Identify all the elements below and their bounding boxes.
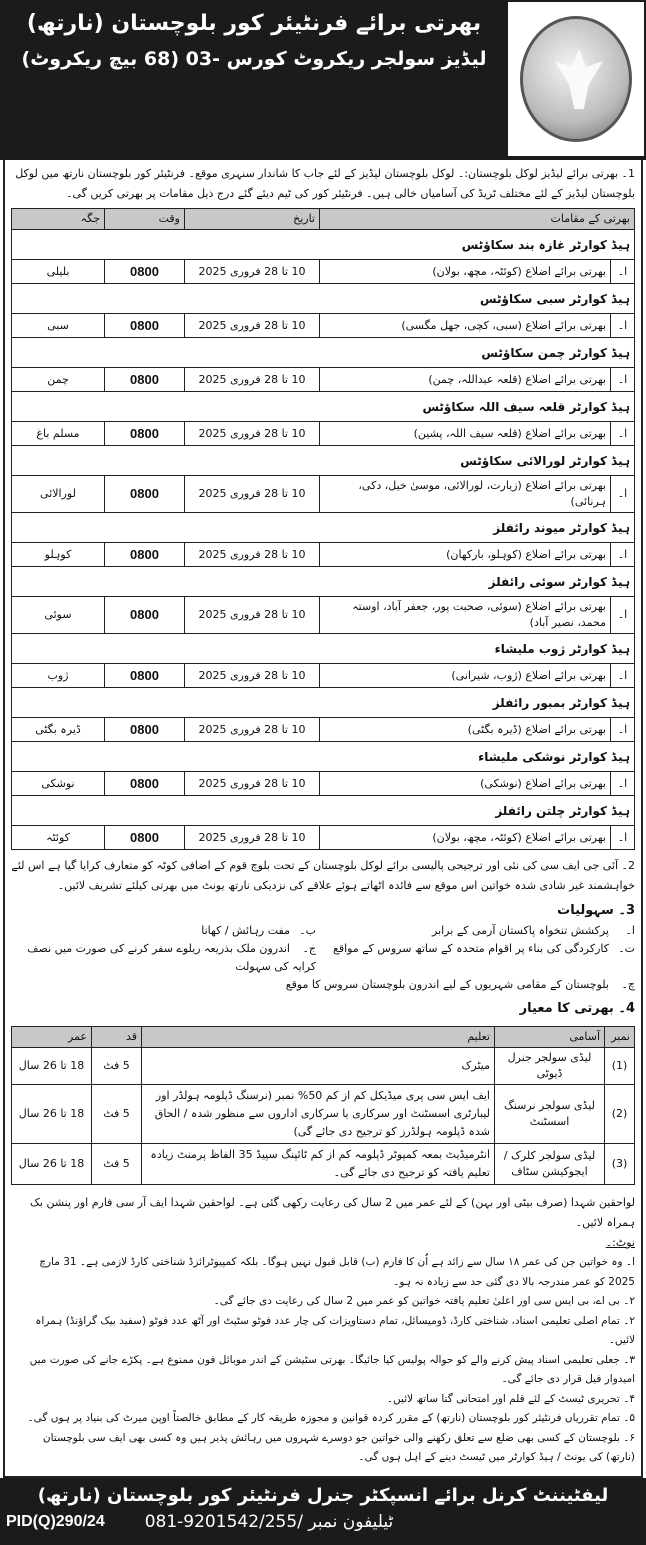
date: 10 تا 28 فروری 2025 xyxy=(185,543,320,567)
time: 0800 xyxy=(105,826,185,850)
time: 0800 xyxy=(105,422,185,446)
row-number: ا۔ xyxy=(611,422,635,446)
phone-line: ٹیلیفون نمبر 081-9201542/255/ xyxy=(144,1511,394,1532)
number: (3) xyxy=(605,1144,635,1185)
place: کوئٹہ xyxy=(12,826,105,850)
col-locations: بھرتی کے مقامات xyxy=(320,209,635,230)
row-number: ا۔ xyxy=(611,543,635,567)
row-number: ا۔ xyxy=(611,718,635,742)
footer-bottom-row xyxy=(6,1512,640,1532)
note-item: ۶۔ بلوچستان کے کسی بھی ضلع سے تعلق رکھنے والی خواتین جو دوسرے شہروں میں رہائش پذیر ہیں وہ کسی بھی ایف سی بلوچستان (نارتھ) کی یونٹ / ہیڈ کوارٹر میں ٹیسٹ دینے کے اہل ہوں گی۔ xyxy=(42,1431,635,1463)
ad-body xyxy=(3,160,643,1478)
hq-row xyxy=(12,392,635,422)
facility-b: ب۔مفت رہائش / کھانا xyxy=(201,924,316,937)
hq-row xyxy=(12,688,635,718)
place: سوئی xyxy=(12,597,105,634)
row-number: ا۔ xyxy=(611,664,635,688)
place: کوہلو xyxy=(12,543,105,567)
col-height: قد xyxy=(92,1027,142,1048)
facilities-list xyxy=(11,922,635,994)
recruitment-row xyxy=(12,826,635,850)
hq-row xyxy=(12,634,635,664)
recruitment-row xyxy=(12,314,635,338)
districts: بھرتی برائے اضلاع (نوشکی) xyxy=(320,772,611,796)
recruitment-row xyxy=(12,597,635,634)
recruitment-row xyxy=(12,664,635,688)
place: ژوب xyxy=(12,664,105,688)
hq-row xyxy=(12,796,635,826)
time: 0800 xyxy=(105,476,185,513)
recruitment-row xyxy=(12,260,635,284)
recruitment-row xyxy=(12,476,635,513)
header-banner xyxy=(0,0,646,160)
hq-row xyxy=(12,742,635,772)
notes-list xyxy=(11,1253,635,1468)
row-number: ا۔ xyxy=(611,476,635,513)
hq-row xyxy=(12,338,635,368)
recruitment-row xyxy=(12,543,635,567)
hq-row xyxy=(12,284,635,314)
hq-name: ہیڈ کوارٹر چمن سکاؤٹس xyxy=(12,338,635,368)
time: 0800 xyxy=(105,260,185,284)
hq-row xyxy=(12,513,635,543)
col-age: عمر xyxy=(12,1027,92,1048)
date: 10 تا 28 فروری 2025 xyxy=(185,772,320,796)
hq-name: ہیڈ کوارٹر نوشکی ملیشاء xyxy=(12,742,635,772)
criteria-row xyxy=(12,1048,635,1085)
date: 10 تا 28 فروری 2025 xyxy=(185,718,320,742)
header-titles xyxy=(8,8,500,73)
facility-a: ا۔پرکشش تنخواہ پاکستان آرمی کے برابر xyxy=(432,924,635,937)
time: 0800 xyxy=(105,543,185,567)
number: (2) xyxy=(605,1085,635,1144)
criteria-row xyxy=(12,1144,635,1185)
notes-heading: نوٹ:۔ xyxy=(605,1236,635,1249)
note-item: ا۔ وہ خواتین جن کی عمر ۱۸ سال سے زائد ہے اُن کا فارم (ب) قابل قبول نہیں ہوگا۔ بلکہ کمپیوٹرائزڈ شناختی کارڈ لازمی ہے۔ 31 مارچ 2025 کو عمر مندرجہ بالا دی گئی حد سے زیادہ نہ ہو۔ xyxy=(39,1256,635,1288)
hq-name: ہیڈ کوارٹر ژوب ملیشاء xyxy=(12,634,635,664)
post: لیڈی سولجر کلرک / ایجوکیشن سٹاف xyxy=(495,1144,605,1185)
date: 10 تا 28 فروری 2025 xyxy=(185,260,320,284)
time: 0800 xyxy=(105,314,185,338)
age: 18 تا 26 سال xyxy=(12,1048,92,1085)
districts: بھرتی برائے اضلاع (کوئٹہ، مچھ، بولان) xyxy=(320,826,611,850)
districts: بھرتی برائے اضلاع (ڈیرہ بگٹی) xyxy=(320,718,611,742)
note-item: ۳۔ جعلی تعلیمی اسناد پیش کرنے والے کو حوالہ پولیس کیا جائیگا۔ بھرتی سٹیشن کے اندر موبائل فون ممنوع ہے۔ پکڑے جانے کی صورت میں امیدوار فیل قرار دی جائے گی۔ xyxy=(29,1353,635,1385)
recruitment-row xyxy=(12,772,635,796)
row-number: ا۔ xyxy=(611,597,635,634)
districts: بھرتی برائے اضلاع (زیارت، لورالائی، موسیٰ خیل، دکی، ہرنائی) xyxy=(320,476,611,513)
facility-t: ت۔کارکردگی کی بناء پر اقوام متحدہ کے ساتھ سروس کے مواقع xyxy=(332,942,635,955)
phone-number: 081-9201542/255/ xyxy=(144,1511,303,1532)
hq-name: ہیڈ کوارٹر سوئی رائفلز xyxy=(12,567,635,597)
col-time: وقت xyxy=(105,209,185,230)
note-item: ۲۔ بی اے، بی ایس سی اور اعلیٰ تعلیم یافتہ خواتین کو عمر میں 2 سال کی رعایت دی جائے گی۔ xyxy=(213,1295,635,1307)
place: ڈیرہ بگٹی xyxy=(12,718,105,742)
note-item: ۲۔ تمام اصلی تعلیمی اسناد، شناختی کارڈ، ڈومیسائل، تمام دستاویزات کی چار عدد فوٹو سٹیٹ اور آٹھ عدد فوٹو (سفید بیک گراؤنڈ) ہمراہ لائیں۔ xyxy=(35,1314,635,1346)
time: 0800 xyxy=(105,718,185,742)
districts: بھرتی برائے اضلاع (سبی، کچی، جھل مگسی) xyxy=(320,314,611,338)
date: 10 تا 28 فروری 2025 xyxy=(185,422,320,446)
row-number: ا۔ xyxy=(611,772,635,796)
col-number: نمبر xyxy=(605,1027,635,1048)
date: 10 تا 28 فروری 2025 xyxy=(185,314,320,338)
frontier-corps-logo xyxy=(520,16,632,142)
time: 0800 xyxy=(105,664,185,688)
hq-name: ہیڈ کوارٹر میوند رائفلز xyxy=(12,513,635,543)
col-place: جگہ xyxy=(12,209,105,230)
time: 0800 xyxy=(105,368,185,392)
hq-name: ہیڈ کوارٹر چلتن رائفلز xyxy=(12,796,635,826)
hq-name: ہیڈ کوارٹر سبی سکاؤٹس xyxy=(12,284,635,314)
criteria-heading: 4۔ بھرتی کا معیار xyxy=(519,1001,635,1016)
footer-banner xyxy=(0,1478,646,1545)
date: 10 تا 28 فروری 2025 xyxy=(185,664,320,688)
districts: بھرتی برائے اضلاع (سوئی، صحبت پور، جعفر آباد، اوستہ محمد، نصیر آباد) xyxy=(320,597,611,634)
date: 10 تا 28 فروری 2025 xyxy=(185,597,320,634)
place: بلیلی xyxy=(12,260,105,284)
row-number: ا۔ xyxy=(611,260,635,284)
col-education: تعلیم xyxy=(142,1027,495,1048)
education: ایف ایس سی پری میڈیکل کم از کم 50% نمبر (نرسنگ ڈپلومہ ہولڈر اور لیبارٹری اسسٹنٹ اور سرکاری یا سرکاری اداروں سے منظور شدہ / الحاق شدہ ڈپلومہ ہولڈرز کو ترجیح دی جائے گی) xyxy=(142,1085,495,1144)
eagle-icon xyxy=(555,49,603,109)
date: 10 تا 28 فروری 2025 xyxy=(185,826,320,850)
date: 10 تا 28 فروری 2025 xyxy=(185,476,320,513)
facility-j: ج۔اندرون ملک بذریعہ ریلوے سفر کرنے کی صورت میں نصف کرایہ کی سہولت xyxy=(27,942,316,973)
row-number: ا۔ xyxy=(611,314,635,338)
pid-number: PID(Q)290/24 xyxy=(6,1512,105,1530)
col-date: تاریخ xyxy=(185,209,320,230)
districts: بھرتی برائے اضلاع (قلعہ عبداللہ، چمن) xyxy=(320,368,611,392)
facilities-heading: 3۔ سہولیات xyxy=(557,903,635,918)
hq-row xyxy=(12,230,635,260)
time: 0800 xyxy=(105,772,185,796)
hq-name: ہیڈ کوارٹر قلعہ سیف اللہ سکاؤٹس xyxy=(12,392,635,422)
height: 5 فٹ xyxy=(92,1144,142,1185)
height: 5 فٹ xyxy=(92,1048,142,1085)
col-post: آسامی xyxy=(495,1027,605,1048)
date: 10 تا 28 فروری 2025 xyxy=(185,368,320,392)
facility-ch: چ۔بلوچستان کے مقامی شہریوں کے لیے اندرون بلوچستان سروس کا موقع xyxy=(285,978,635,991)
post: لیڈی سولجر نرسنگ اسسٹنٹ xyxy=(495,1085,605,1144)
hq-name: ہیڈ کوارٹر بمبور رائفلز xyxy=(12,688,635,718)
age: 18 تا 26 سال xyxy=(12,1085,92,1144)
intro-paragraph: 1۔ بھرتی برائے لیڈیز لوکل بلوچستان:۔ لوکل بلوچستان لیڈیز کے لئے جاب کا شاندار سنہری موقع۔ فرنٹیئر کور بلوچستان نارتھ میں لوکل بلوچستان لیڈیز کے لئے مختلف ٹریڈ کی آسامیاں خالی ہیں۔ فرنٹیئر کور کی ٹیم دیئے گئے درج ذیل مقامات پر بھرتی کریں گی۔ xyxy=(15,167,635,200)
signature-line: لیفٹیننٹ کرنل برائے انسپکٹر جنرل فرنٹیئر کور بلوچستان (نارتھ) xyxy=(37,1484,609,1506)
number: (1) xyxy=(605,1048,635,1085)
paragraph-2: 2۔ آئی جی ایف سی کی نئی اور ترجیحی پالیسی برائے لوکل بلوچستان کے تحت بلوچ قوم کے اضافی کوٹہ کو متعارف کرایا گیا ہے اس لئے خواہشمند غیر شادی شدہ خواتین اس موقع سے فائدہ اٹھاتے ہوئے علاقے کی نزدیکی نارتھ یونٹ میں بھرتی کیلئے تشریف لائیں۔ xyxy=(11,859,635,892)
place: چمن xyxy=(12,368,105,392)
note-item: ۴۔ تحریری ٹیسٹ کے لئے قلم اور امتحانی گتا ساتھ لائیں۔ xyxy=(386,1392,635,1405)
hq-name: ہیڈ کوارٹر لورالائی سکاؤٹس xyxy=(12,446,635,476)
hq-row xyxy=(12,567,635,597)
education: انٹرمیڈیٹ بمعہ کمپوٹر ڈپلومہ کم از کم ٹائپنگ سپیڈ 35 الفاظ پرمنٹ زیادہ تعلیم یافتہ کو ترجیح دی جائے گی۔ xyxy=(142,1144,495,1185)
districts: بھرتی برائے اضلاع (کوہلو، بارکھان) xyxy=(320,543,611,567)
recruitment-row xyxy=(12,368,635,392)
logo-box xyxy=(508,2,644,156)
place: سبی xyxy=(12,314,105,338)
ad-subtitle: لیڈیز سولجر ریکروٹ کورس -03 (68 بیچ ریکروٹ) xyxy=(21,47,487,70)
recruitment-locations-table xyxy=(11,208,635,850)
post: لیڈی سولجر جنرل ڈیوٹی xyxy=(495,1048,605,1085)
education: میٹرک xyxy=(142,1048,495,1085)
districts: بھرتی برائے اضلاع (ژوب، شیرانی) xyxy=(320,664,611,688)
row-number: ا۔ xyxy=(611,826,635,850)
districts: بھرتی برائے اضلاع (کوئٹہ، مچھ، بولان) xyxy=(320,260,611,284)
place: مسلم باغ xyxy=(12,422,105,446)
recruitment-row xyxy=(12,422,635,446)
time: 0800 xyxy=(105,597,185,634)
ad-title: بھرتی برائے فرنٹیئر کور بلوچستان (نارتھ) xyxy=(26,11,482,36)
criteria-row xyxy=(12,1085,635,1144)
place: نوشکی xyxy=(12,772,105,796)
row-number: ا۔ xyxy=(611,368,635,392)
districts: بھرتی برائے اضلاع (قلعہ سیف اللہ، پشین) xyxy=(320,422,611,446)
age: 18 تا 26 سال xyxy=(12,1144,92,1185)
note-item: ۵۔ تمام تقرریاں فرنٹیئر کور بلوچستان (نارتھ) کے مقرر کردہ قوانین و مجوزہ طریقہ کار کے مطابق خالصتاً اوپن میرٹ کی بنیاد پر ہوں گی۔ xyxy=(27,1412,635,1424)
place: لورالائی xyxy=(12,476,105,513)
hq-name: ہیڈ کوارٹر غازہ بند سکاؤٹس xyxy=(12,230,635,260)
recruitment-row xyxy=(12,718,635,742)
shuhada-note: لواحقین شہدا (صرف بیٹی اور بہن) کے لئے عمر میں 2 سال کی رعایت رکھی گئی ہے۔ لواحقین شہدا ایف آر سی فارم اور پنشن بک ہمراہ لائیں۔ xyxy=(30,1196,635,1229)
height: 5 فٹ xyxy=(92,1085,142,1144)
criteria-table xyxy=(11,1026,635,1185)
hq-row xyxy=(12,446,635,476)
